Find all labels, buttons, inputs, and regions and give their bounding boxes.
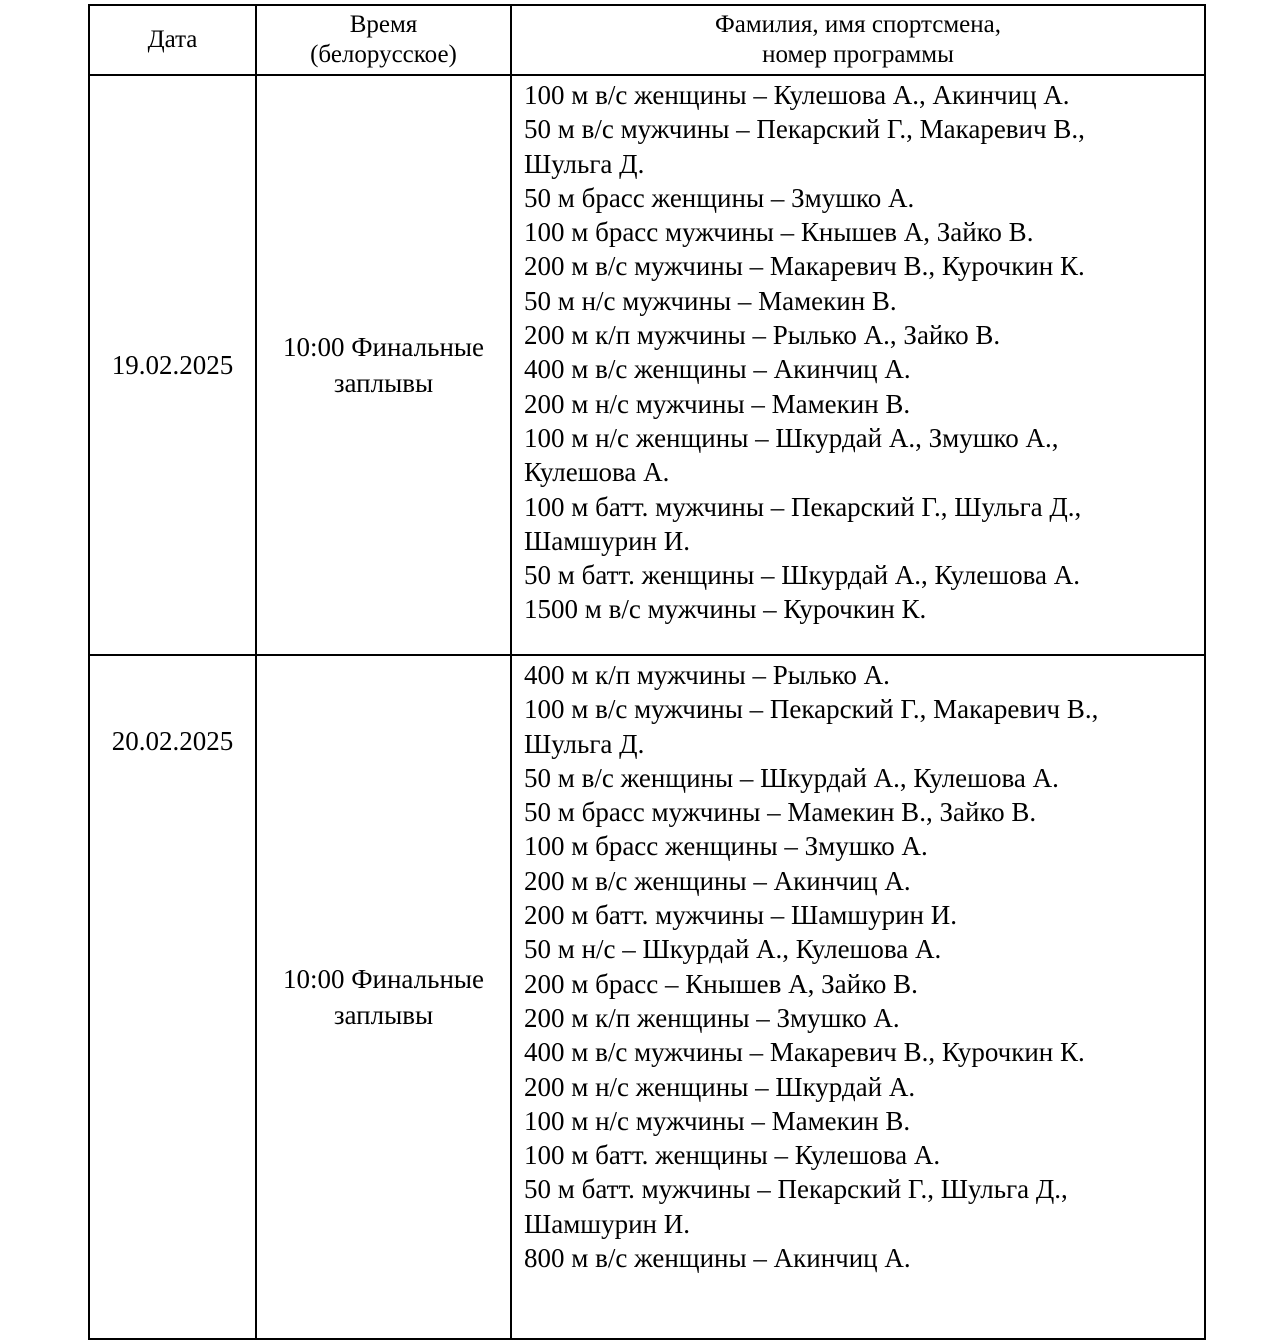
header-date: Дата (89, 5, 256, 75)
program-cell (511, 655, 1205, 1339)
program-line: 100 м брасс мужчины – Кнышев А, Зайко В. (524, 217, 1034, 248)
program-line: 50 м батт. мужчины – Пекарский Г., Шульга Д., (524, 1174, 1068, 1205)
header-program-line2: номер программы (762, 41, 954, 68)
program-line: 50 м брасс женщины – Змушко А. (524, 182, 915, 213)
program-line: 200 м н/с женщины – Шкурдай А. (524, 1071, 916, 1102)
program-line: 400 м к/п мужчины – Рылько А. (524, 660, 890, 690)
program-line: Кулешова А. (524, 457, 670, 488)
program-list (512, 76, 1204, 627)
program-line: 200 м в/с мужчины – Макаревич В., Курочкин К. (524, 251, 1085, 282)
date-cell: 19.02.2025 (89, 75, 256, 655)
time-line1: 10:00 Финальные (282, 964, 485, 994)
time-line2: заплывы (333, 1000, 434, 1030)
program-line: 100 м в/с мужчины – Пекарский Г., Макаревич В., (524, 694, 1099, 725)
header-time (256, 5, 511, 75)
program-line: 100 м батт. женщины – Кулешова А. (524, 1140, 941, 1171)
program-line: 200 м к/п мужчины – Рылько А., Зайко В. (524, 320, 1001, 351)
program-list (512, 656, 1204, 1275)
program-line: 100 м батт. мужчины – Пекарский Г., Шульга Д., (524, 491, 1082, 522)
program-line: 1500 м в/с мужчины – Курочкин К. (524, 594, 927, 625)
program-line: 200 м батт. мужчины – Шамшурин И. (524, 900, 958, 931)
time-line2: заплывы (333, 368, 434, 398)
program-line: Шульга Д. (524, 728, 645, 759)
header-program (511, 5, 1205, 75)
program-line: 200 м брасс – Кнышев А, Зайко В. (524, 968, 918, 999)
time-line1: 10:00 Финальные (282, 332, 485, 362)
program-line: 50 м в/с мужчины – Пекарский Г., Макаревич В., (524, 114, 1085, 145)
table-row (89, 655, 1205, 1339)
schedule-table (88, 4, 1206, 1340)
header-time-line1: Время (349, 11, 418, 38)
time-cell (256, 75, 511, 655)
program-line: 400 м в/с женщины – Акинчиц А. (524, 354, 911, 385)
program-line: 200 м н/с мужчины – Мамекин В. (524, 388, 911, 419)
program-line: Шульга Д. (524, 148, 645, 179)
program-line: 50 м н/с – Шкурдай А., Кулешова А. (524, 934, 942, 965)
program-line: Шамшурин И. (524, 525, 690, 556)
program-line: Шамшурин И. (524, 1208, 690, 1239)
header-time-line2: (белорусское) (310, 41, 457, 68)
program-line: 200 м к/п женщины – Змушко А. (524, 1002, 900, 1033)
program-cell (511, 75, 1205, 655)
table-row (89, 75, 1205, 655)
header-program-line1: Фамилия, имя спортсмена, (715, 11, 1001, 38)
program-line: 50 м брасс мужчины – Мамекин В., Зайко В. (524, 797, 1037, 828)
program-line: 50 м н/с мужчины – Мамекин В. (524, 285, 897, 316)
time-cell (256, 655, 511, 1339)
program-line: 100 м н/с женщины – Шкурдай А., Змушко А., (524, 422, 1059, 453)
program-line: 50 м в/с женщины – Шкурдай А., Кулешова А. (524, 762, 1059, 793)
header-row (89, 5, 1205, 75)
program-line: 100 м в/с женщины – Кулешова А., Акинчиц А. (524, 80, 1070, 110)
program-line: 800 м в/с женщины – Акинчиц А. (524, 1243, 911, 1274)
program-line: 50 м батт. женщины – Шкурдай А., Кулешова А. (524, 560, 1080, 591)
table-header (89, 5, 1205, 75)
program-line: 200 м в/с женщины – Акинчиц А. (524, 865, 911, 896)
date-cell: 20.02.2025 (89, 655, 256, 1339)
program-line: 100 м н/с мужчины – Мамекин В. (524, 1105, 911, 1136)
program-line: 100 м брасс женщины – Змушко А. (524, 831, 928, 862)
program-line: 400 м в/с мужчины – Макаревич В., Курочкин К. (524, 1037, 1085, 1068)
